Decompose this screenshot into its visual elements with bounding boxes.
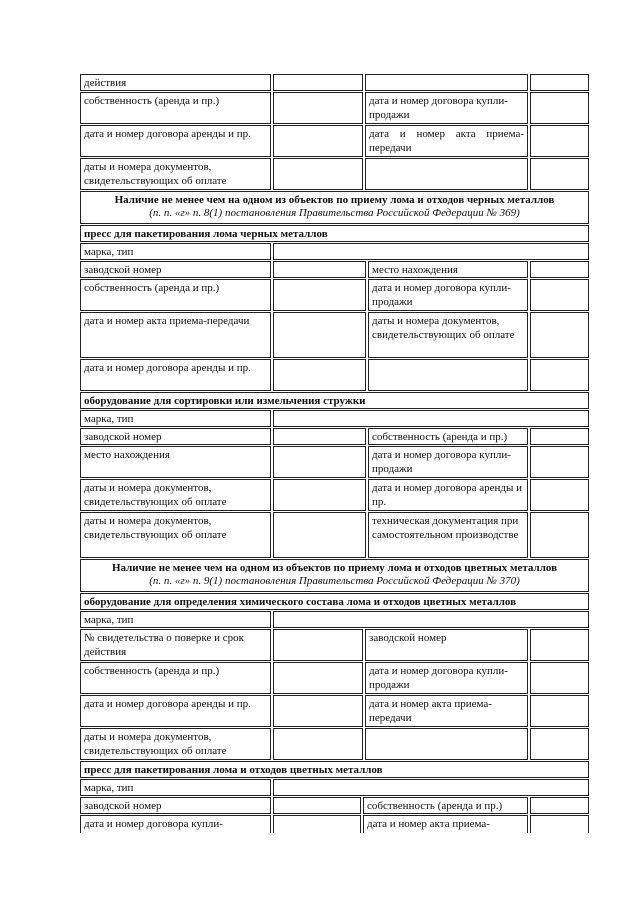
- section-title: Наличие не менее чем на одном из объектов по приему лома и отходов черных металлов: [114, 194, 555, 206]
- text: даты и номера документов, свидетельствующих об оплате: [84, 161, 227, 187]
- text: дата и номер договора аренды и пр.: [84, 698, 251, 710]
- cell-ownership-label: [80, 92, 271, 124]
- value-cell[interactable]: [273, 261, 366, 278]
- cell-serial-label: [80, 261, 271, 278]
- label-cell: [365, 158, 528, 190]
- text: дата и номер акта приема-передачи: [84, 315, 250, 327]
- cell-ownership-label: [368, 428, 528, 445]
- cell-payment-label: [80, 479, 271, 511]
- value-cell[interactable]: [530, 428, 589, 445]
- text: дата и номер договора аренды и пр.: [84, 362, 251, 374]
- cell-act-label: [365, 695, 528, 727]
- cell-purchase-label: [365, 92, 528, 124]
- cell-location-label: [368, 261, 528, 278]
- value-cell[interactable]: [530, 92, 589, 124]
- value-cell[interactable]: [530, 479, 589, 511]
- value-cell[interactable]: [273, 125, 363, 157]
- value-cell[interactable]: [273, 92, 363, 124]
- text: дата и номер договора аренды и пр.: [372, 482, 523, 508]
- cell-serial-label: [80, 797, 271, 814]
- text: даты и номера документов, свидетельствующих об оплате: [84, 731, 227, 757]
- nonferrous-section-header: [80, 559, 589, 592]
- cell-lease-label: [80, 125, 271, 157]
- value-cell[interactable]: [530, 261, 589, 278]
- cell-serial-label: [365, 629, 528, 661]
- text: собственность (аренда и пр.): [372, 431, 508, 443]
- label-cell: [368, 359, 528, 391]
- value-cell[interactable]: [273, 695, 363, 727]
- cell-ownership-label: [363, 797, 528, 814]
- cell-lease-label: [80, 695, 271, 727]
- text: заводской номер: [84, 800, 162, 812]
- text: даты и номера документов, свидетельствующих об оплате: [84, 515, 227, 541]
- cell-act-label: [365, 125, 528, 157]
- value-cell[interactable]: [530, 279, 589, 311]
- text: дата и номер договора купли-продажи: [369, 665, 508, 691]
- text: заводской номер: [84, 264, 162, 276]
- cell-brand-label: [80, 243, 271, 260]
- cell-act-label: [363, 815, 528, 833]
- cell-serial-label: [80, 428, 271, 445]
- cell-purchase-label: [368, 446, 528, 478]
- text: марка, тип: [84, 413, 134, 425]
- cell-payment-label: [80, 158, 271, 190]
- cell-brand-label: [80, 779, 271, 796]
- text: заводской номер: [369, 632, 447, 644]
- text: действия: [84, 77, 127, 89]
- text: дата и номер договора купли-продажи: [372, 282, 511, 308]
- section-title: Наличие не менее чем на одном из объектов по приему лома и отходов цветных металлов: [111, 562, 558, 574]
- value-cell[interactable]: [273, 797, 361, 814]
- cell-purchase-label: [80, 815, 271, 833]
- cell-purchase-label: [368, 279, 528, 311]
- text: техническая документация при самостоятельном производстве: [372, 515, 519, 541]
- text: № свидетельства о поверке и срок действия: [84, 632, 244, 658]
- value-cell[interactable]: [273, 815, 361, 833]
- text: собственность (аренда и пр.): [84, 95, 220, 107]
- cell-actions-label: [80, 74, 271, 91]
- nonferrous-press-heading: [80, 761, 589, 778]
- text: дата и номер договора купли-: [84, 818, 223, 830]
- value-cell[interactable]: [530, 446, 589, 478]
- value-cell[interactable]: [273, 662, 363, 694]
- value-cell[interactable]: [530, 695, 589, 727]
- value-cell[interactable]: [530, 359, 589, 391]
- cell-location-label: [80, 446, 271, 478]
- cell-payment-label: [80, 728, 271, 760]
- cell-lease-label: [368, 479, 528, 511]
- value-cell[interactable]: [530, 797, 589, 814]
- text: марка, тип: [84, 782, 134, 794]
- text: место нахождения: [84, 449, 170, 461]
- value-cell[interactable]: [273, 779, 589, 796]
- value-cell[interactable]: [273, 728, 363, 760]
- text: собственность (аренда и пр.): [84, 282, 220, 294]
- value-cell[interactable]: [530, 728, 589, 760]
- value-cell[interactable]: [273, 312, 366, 358]
- cell-lease-label: [80, 359, 271, 391]
- text: дата и номер договора купли-продажи: [369, 95, 508, 121]
- value-cell[interactable]: [530, 662, 589, 694]
- value-cell[interactable]: [273, 74, 363, 91]
- value-cell[interactable]: [273, 359, 366, 391]
- value-cell[interactable]: [273, 512, 366, 558]
- text: дата и номер договора купли-продажи: [372, 449, 511, 475]
- cell-payment-label: [368, 312, 528, 358]
- text: марка, тип: [84, 614, 134, 626]
- section-subtitle: (п. п. «г» п. 8(1) постановления Правительства Российской Федерации № 369): [149, 207, 520, 219]
- ferrous-sorting-heading: [80, 392, 589, 409]
- cell-ownership-label: [80, 279, 271, 311]
- value-cell[interactable]: [530, 512, 589, 558]
- text: оборудование для сортировки или измельчения стружки: [84, 395, 366, 407]
- value-cell[interactable]: [273, 243, 589, 260]
- text: пресс для пакетирования лома черных металлов: [84, 228, 328, 240]
- value-cell[interactable]: [273, 279, 366, 311]
- value-cell[interactable]: [530, 158, 589, 190]
- text: дата и номер акта приема-передачи: [369, 698, 492, 724]
- cell-purchase-label: [365, 662, 528, 694]
- nonferrous-analyzer-heading: [80, 593, 589, 610]
- value-cell[interactable]: [273, 479, 366, 511]
- value-cell[interactable]: [530, 815, 589, 833]
- text: дата и номер акта приема-: [367, 818, 490, 830]
- text: дата и номер договора аренды и пр.: [84, 128, 251, 140]
- ferrous-section-header: [80, 191, 589, 224]
- value-cell[interactable]: [273, 428, 366, 445]
- value-cell[interactable]: [530, 312, 589, 358]
- text: место нахождения: [372, 264, 458, 276]
- value-cell[interactable]: [273, 611, 589, 628]
- value-cell[interactable]: [530, 125, 589, 157]
- cell-brand-label: [80, 410, 271, 427]
- label-cell: [365, 74, 528, 91]
- section-subtitle: (п. п. «г» п. 9(1) постановления Правительства Российской Федерации № 370): [149, 575, 520, 587]
- cell-act-label: [80, 312, 271, 358]
- cell-payment-label: [80, 512, 271, 558]
- value-cell[interactable]: [273, 446, 366, 478]
- text: оборудование для определения химического состава лома и отходов цветных металлов: [84, 596, 517, 608]
- text: собственность (аренда и пр.): [367, 800, 503, 812]
- cell-techdoc-label: [368, 512, 528, 558]
- cell-certificate-label: [80, 629, 271, 661]
- ferrous-press-heading: [80, 225, 589, 242]
- text: пресс для пакетирования лома и отходов цветных металлов: [84, 764, 383, 776]
- value-cell[interactable]: [273, 410, 589, 427]
- value-cell[interactable]: [530, 629, 589, 661]
- value-cell[interactable]: [273, 158, 363, 190]
- text: заводской номер: [84, 431, 162, 443]
- text: даты и номера документов, свидетельствующих об оплате: [84, 482, 227, 508]
- text: собственность (аренда и пр.): [84, 665, 220, 677]
- text: даты и номера документов, свидетельствующих об оплате: [372, 315, 515, 341]
- label-cell: [365, 728, 528, 760]
- cell-brand-label: [80, 611, 271, 628]
- text: марка, тип: [84, 246, 134, 258]
- text: дата и номер акта приема-передачи: [369, 128, 524, 154]
- value-cell[interactable]: [530, 74, 589, 91]
- value-cell[interactable]: [273, 629, 363, 661]
- cell-ownership-label: [80, 662, 271, 694]
